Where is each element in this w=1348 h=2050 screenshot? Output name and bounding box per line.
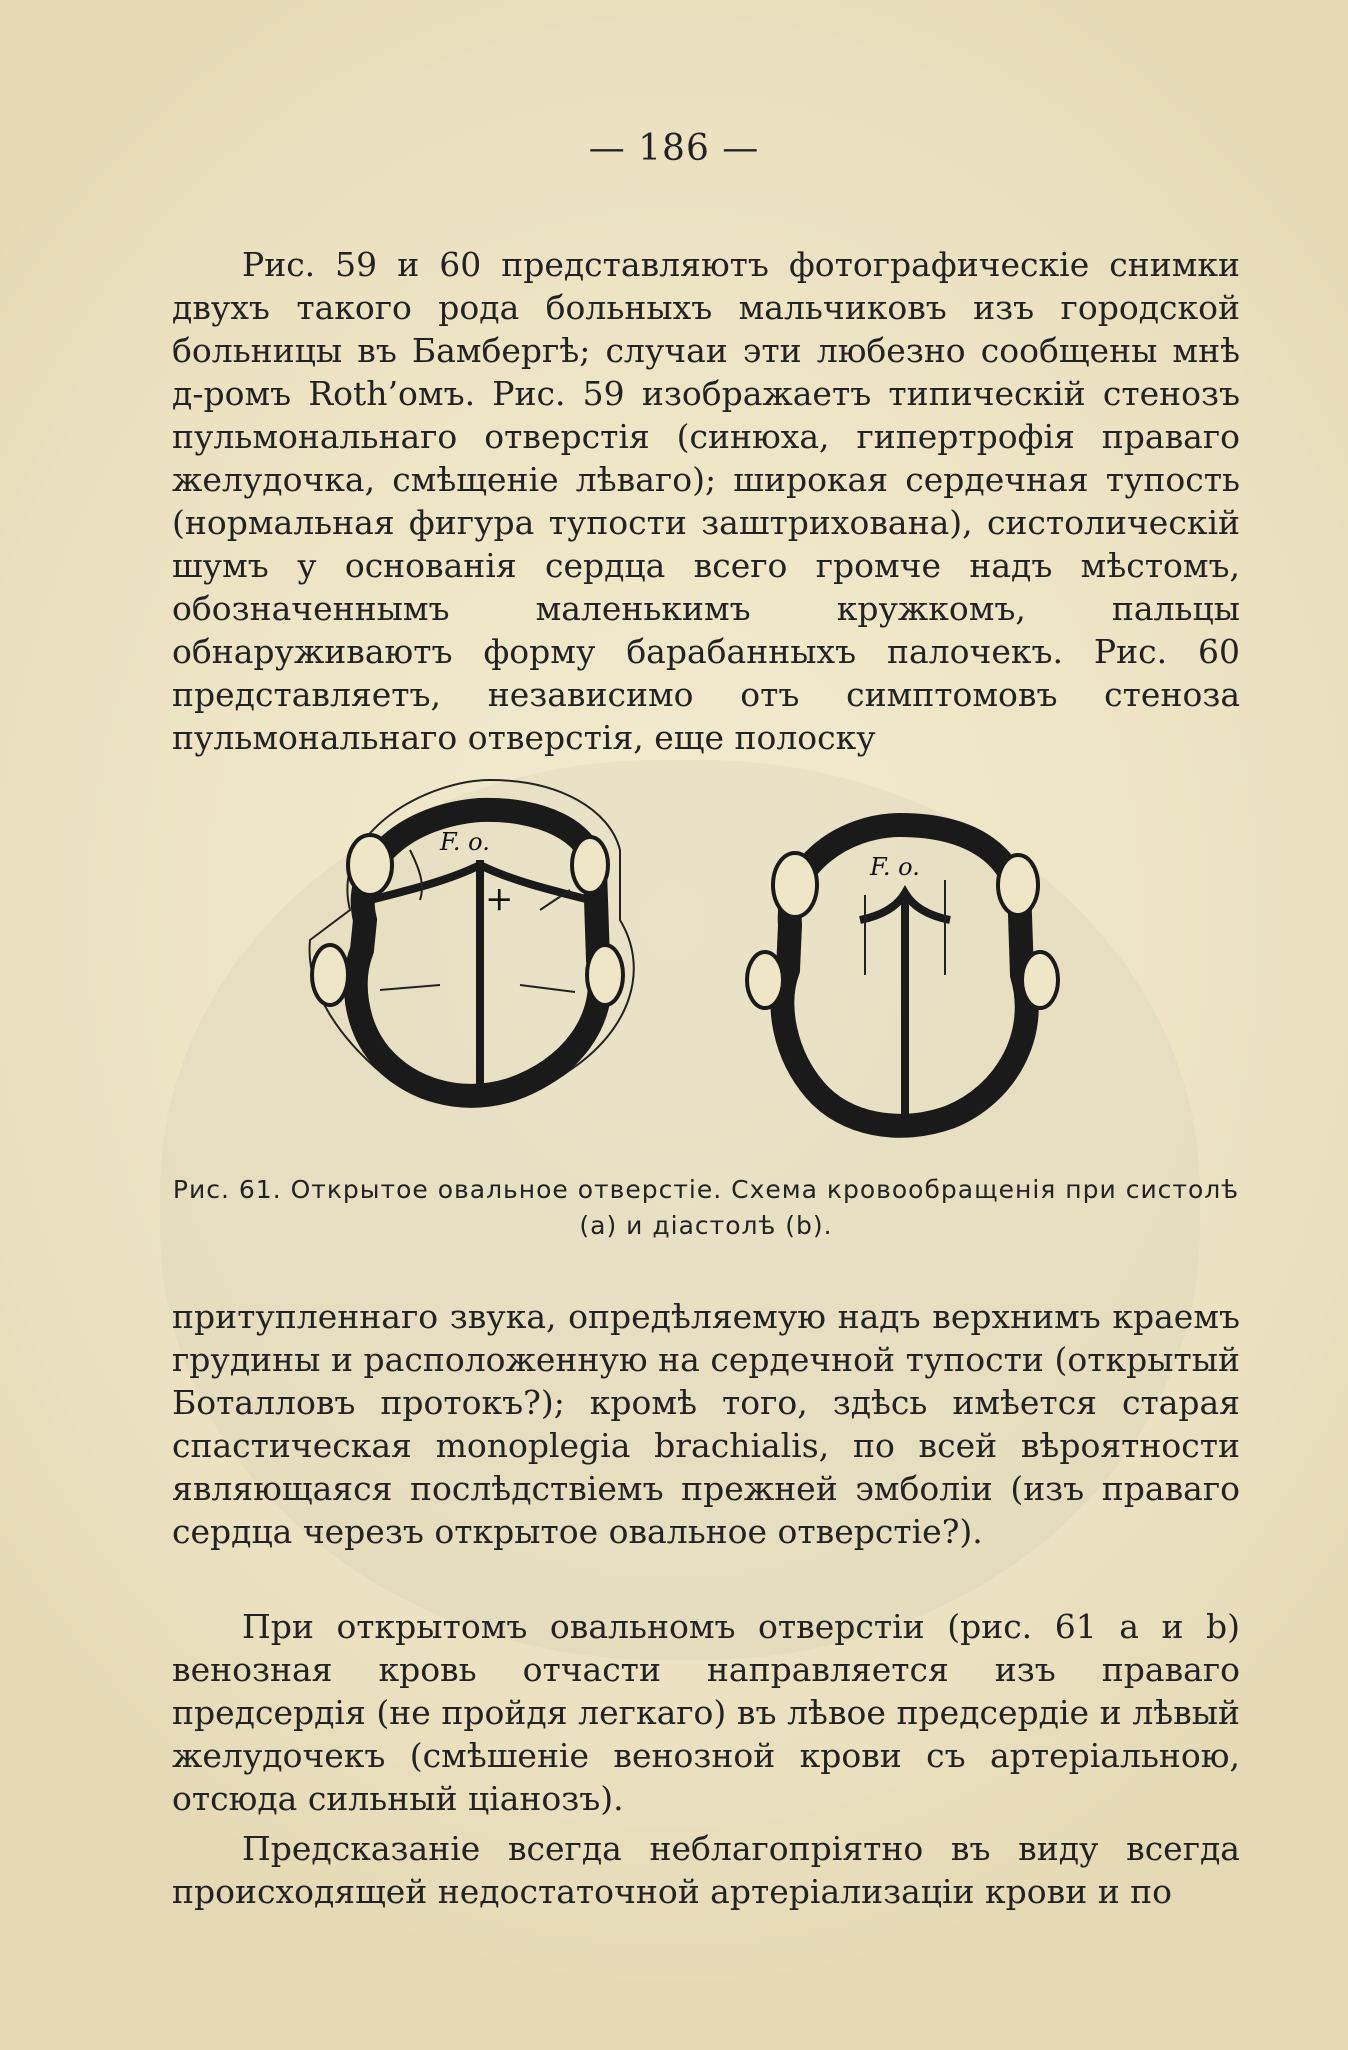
label-fo-a: F. o.: [440, 828, 490, 856]
paragraph-2: притупленнаго звука, опредѣляемую надъ верхнимъ краемъ грудины и расположенную на сердечной тупости (открытый Боталловъ протокъ?); кромѣ того, здѣсь имѣется старая спастическая monoplegia brachialis, по всей вѣроятности являющаяся послѣдствіемъ прежней эмболіи (изъ праваго сердца черезъ открытое овальное отверстіе?).: [172, 1297, 1240, 1551]
figure-caption: Рис. 61. Открытое овальное отверстіе. Схема кровообращенія при систолѣ (a) и діастолѣ (b).: [172, 1175, 1240, 1240]
page-number: — 186 —: [588, 128, 760, 169]
diagram-a-systole: [310, 780, 634, 1105]
plus-sign: +: [485, 879, 514, 919]
valve-ellipse: [773, 853, 817, 917]
arrow-icon: [380, 985, 440, 990]
paragraph-1: Рис. 59 и 60 представляютъ фотографическіе снимки двухъ такого рода больныхъ мальчиковъ изъ городской больницы въ Бамбергѣ; случаи эти любезно сообщены мнѣ д-ромъ Roth’омъ. Рис. 59 изображаетъ типическій стенозъ пульмональнаго отверстія (синюха, гипертрофія праваго желудочка, смѣщеніе лѣваго); широкая сердечная тупость (нормальная фигура тупости заштрихована), систолическій шумъ у основанія сердца всего громче надъ мѣстомъ, обозначеннымъ маленькимъ кружкомъ, пальцы обнаруживаютъ форму барабанныхъ палочекъ. Рис. 60 представляетъ, независимо отъ симптомовъ стеноза пульмональнаго отверстія, еще полоску: [172, 245, 1240, 757]
valve-ellipse: [348, 835, 392, 895]
valve-ellipse: [572, 837, 608, 893]
valve-ellipse: [747, 952, 783, 1008]
valve-ellipse: [312, 945, 348, 1005]
label-fo-b: F. o.: [870, 853, 920, 881]
arrow-icon: [520, 985, 575, 992]
valve-ellipse: [998, 855, 1038, 915]
heart-diagram-figure: [290, 770, 1090, 1150]
valve-ellipse: [1022, 952, 1058, 1008]
diagram-b-diastole: [747, 825, 1058, 1130]
paragraph-3: При открытомъ овальномъ отверстіи (рис. 61 a и b) венозная кровь отчасти направляется изъ праваго предсердія (не пройдя легкаго) въ лѣвое предсердіе и лѣвый желудочекъ (смѣшеніе венозной крови съ артеріальною, отсюда сильный ціанозъ).: [172, 1607, 1240, 1818]
paragraph-4: Предсказаніе всегда неблагопріятно въ виду всегда происходящей недостаточной артеріализаціи крови и по: [172, 1829, 1240, 1911]
valve-ellipse: [587, 945, 623, 1005]
